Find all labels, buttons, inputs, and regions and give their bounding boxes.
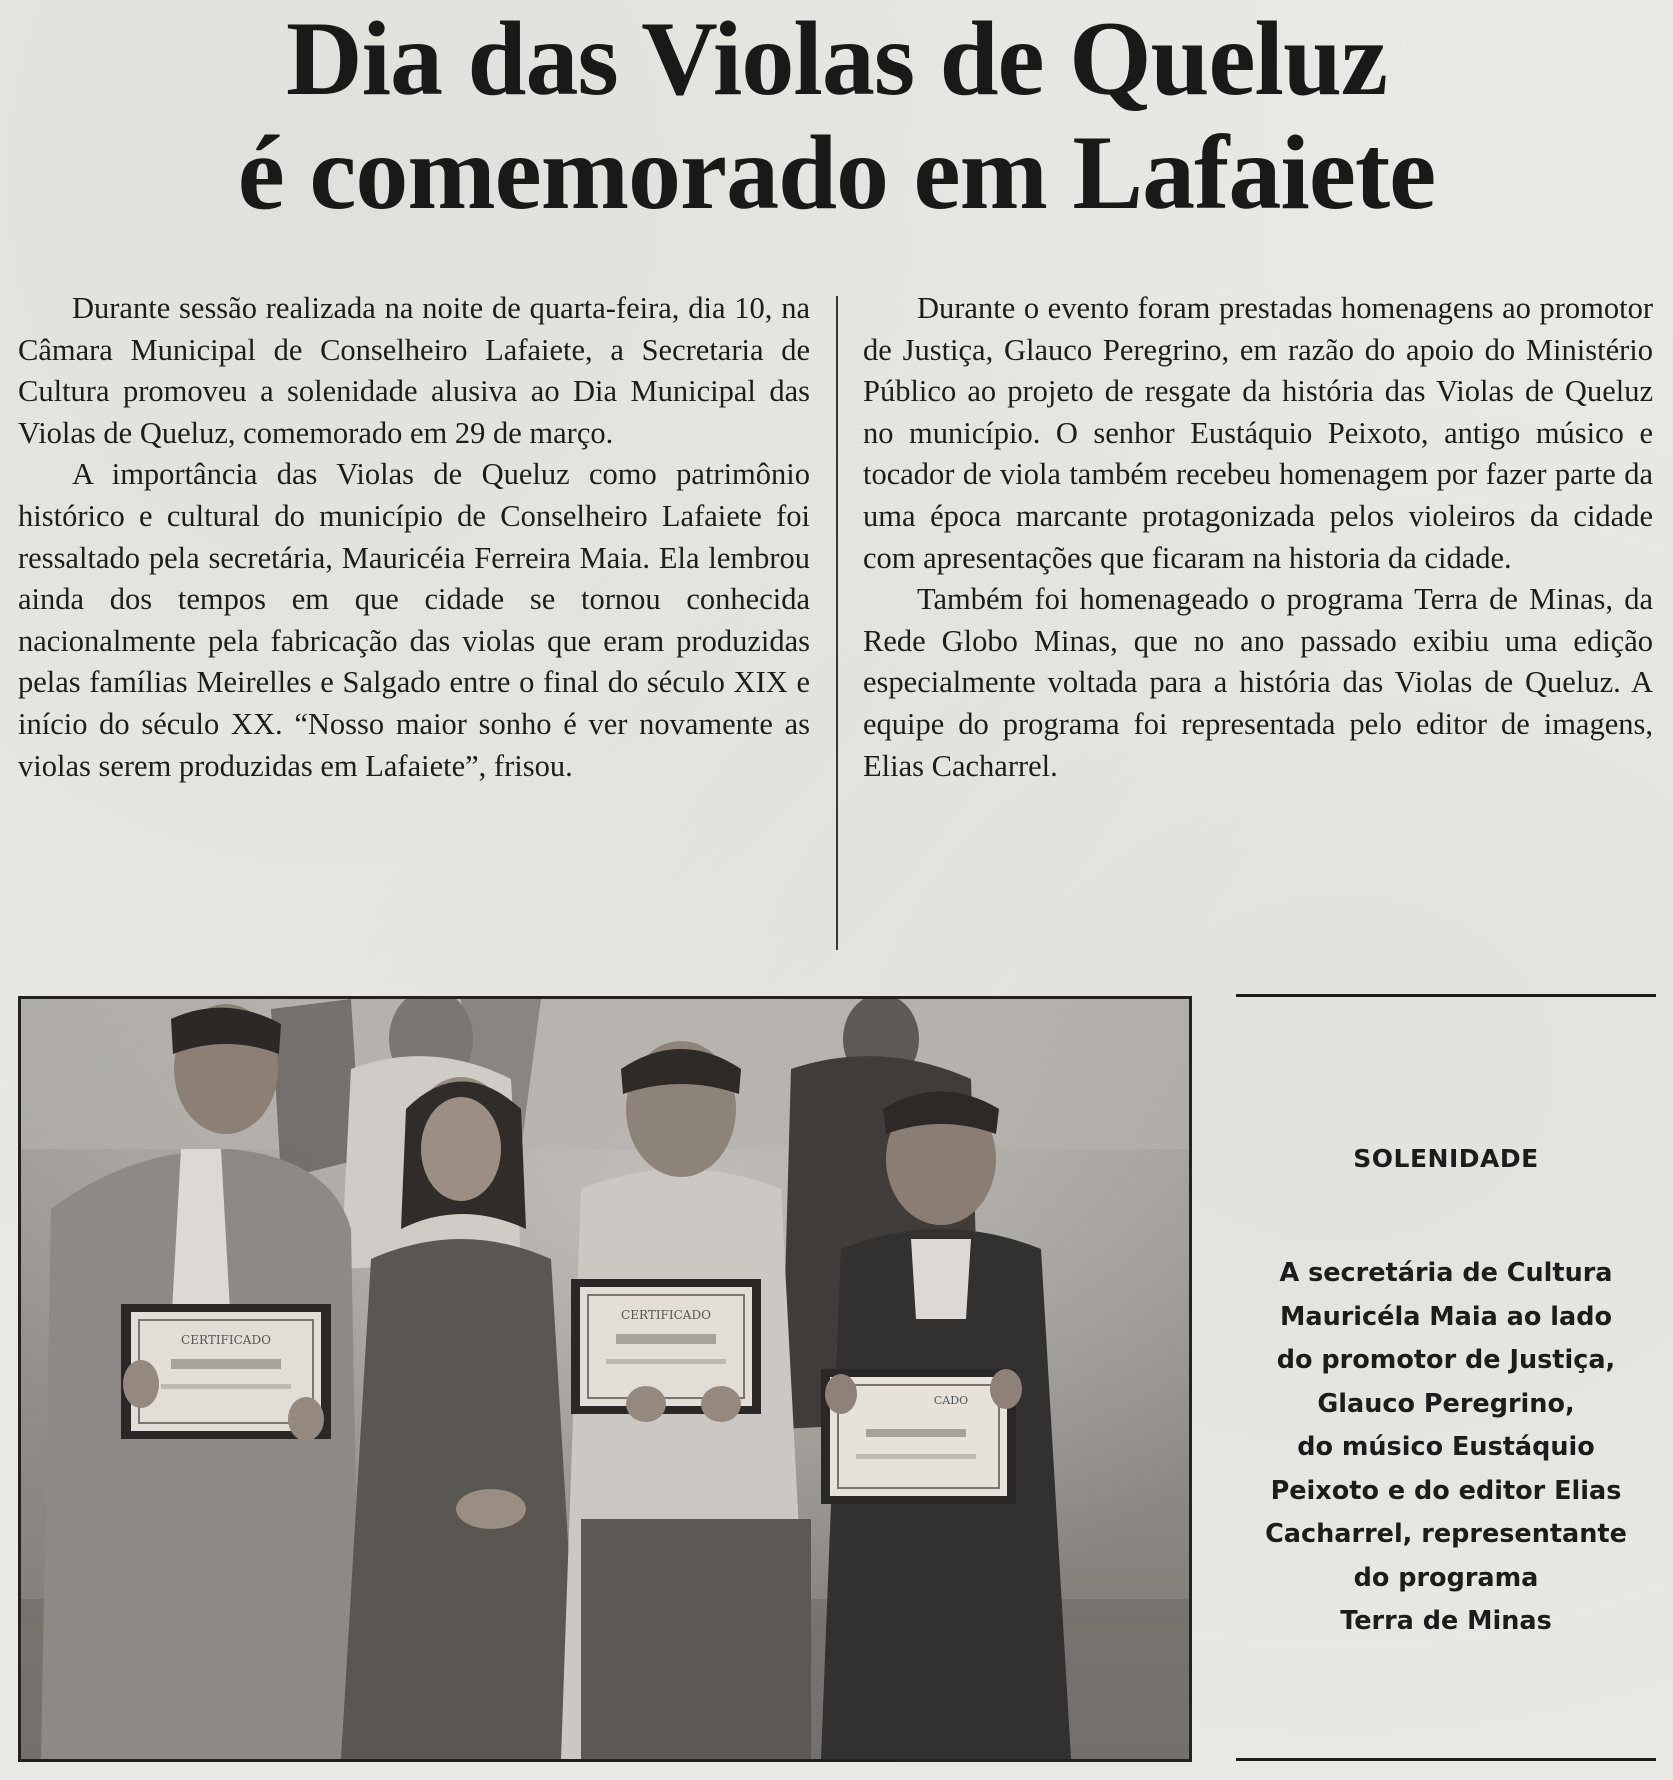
caption-line: Peixoto e do editor Elias — [1270, 1475, 1622, 1506]
caption-line: A secretária de Cultura — [1279, 1258, 1613, 1288]
caption-line: Mauricéla Maia ao lado — [1279, 1301, 1613, 1332]
article-paragraph: Durante o evento foram prestadas homenagens ao promotor de Justiça, Glauco Peregrino, em razão do apoio do Ministério Público ao projeto de resgate da história das Violas de Queluz no município. O senhor Eustáquio Peixoto, antigo músico e tocador de viola também recebeu homenagem por fazer parte da uma época marcante protagonizada pelos violeiros da cidade com apresentações que ficaram na historia da cidade. — [863, 291, 1653, 575]
photo-caption — [1236, 994, 1656, 1764]
caption-text — [1236, 1252, 1656, 1644]
caption-rule-top — [1236, 994, 1656, 997]
caption-line: Terra de Minas — [1340, 1606, 1552, 1636]
caption-line: Cacharrel, representante — [1265, 1519, 1627, 1549]
article-paragraph: Também foi homenageado o programa Terra de Minas, da Rede Globo Minas, que no ano passado exibiu uma edição especialmente voltada para a história das Violas de Queluz. A equipe do programa foi representada pelo editor de imagens, Elias Cacharrel. — [863, 582, 1653, 783]
caption-line: Glauco Peregrino, — [1317, 1388, 1575, 1419]
certificate-1-title: CERTIFICADO — [181, 1333, 271, 1347]
caption-line: do promotor de Justiça, — [1276, 1345, 1616, 1375]
caption-line: do músico Eustáquio — [1297, 1432, 1595, 1462]
certificate-3-title: CADO — [933, 1394, 969, 1407]
headline-line-1: Dia das Violas de Queluz — [286, 0, 1387, 117]
article-column-left — [18, 288, 810, 958]
article-paragraph: A importância das Violas de Queluz como patrimônio histórico e cultural do município de Conselheiro Lafaiete foi ressaltado pela secretária, Mauricéia Ferreira Maia. Ela lembrou ainda dos tempos em que cidade se tornou conhecida nacionalmente pela fabricação das violas que eram produzidas pelas famílias Meirelles e Salgado entre o final do século XIX e início do século XX. “Nosso maior sonho é ver novamente as violas serem produzidas em Lafaiete”, frisou. — [18, 457, 810, 783]
caption-rule-bottom — [1236, 1758, 1656, 1761]
article-paragraph: Durante sessão realizada na noite de quarta-feira, dia 10, na Câmara Municipal de Conselheiro Lafaiete, a Secretaria de Cultura promoveu a solenidade alusiva ao Dia Municipal das Violas de Queluz, comemorado em 29 de março. — [18, 291, 810, 450]
certificate-2-title: CERTIFICADO — [621, 1308, 711, 1322]
caption-heading: SOLENIDADE — [1353, 1144, 1539, 1173]
column-divider — [836, 296, 838, 950]
headline-line-2: é comemorado em Lafaiete — [237, 114, 1436, 231]
article-column-right — [863, 288, 1653, 958]
ceremony-photo — [18, 996, 1192, 1762]
headline — [0, 2, 1673, 230]
caption-line: do programa — [1353, 1562, 1539, 1593]
